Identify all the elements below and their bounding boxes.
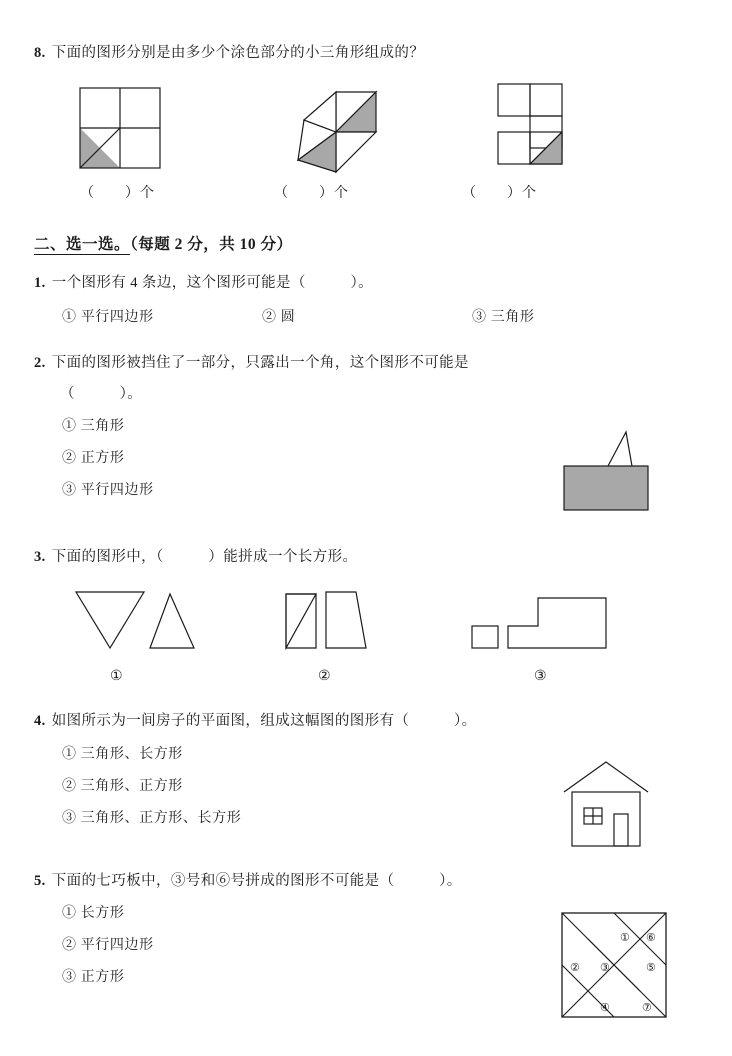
figure-two-triangles (70, 586, 200, 662)
question-5-number: 5. (34, 872, 46, 889)
question-1-option-2[interactable]: ② 圆 (262, 309, 296, 325)
figure-house-plan (554, 752, 664, 856)
figure-covered-shape (546, 424, 666, 516)
question-5-option-3[interactable]: ③ 正方形 (62, 970, 125, 986)
question-3-captions (34, 668, 698, 690)
answer-blank-2[interactable]: （ ）个 (274, 186, 349, 202)
section-2-score: （每题 2 分，共 10 分） (130, 236, 293, 254)
question-4-text: 如图所示为一间房子的平面图，组成这幅图的图形有（ ）。 (51, 713, 477, 730)
figure-s-shape (486, 80, 596, 176)
question-1-number: 1. (34, 275, 46, 292)
answer-blank-3[interactable]: （ ）个 (462, 186, 537, 202)
question-3 (34, 546, 698, 690)
question-1-text: 一个图形有 4 条边，这个图形可能是（ ）。 (51, 275, 374, 292)
svg-text:⑥: ⑥ (646, 932, 656, 945)
question-3-number: 3. (34, 548, 46, 565)
svg-text:④: ④ (600, 1002, 610, 1015)
question-5-option-1[interactable]: ① 长方形 (62, 906, 125, 922)
figure-caption-1: ① (110, 669, 123, 685)
question-1-options (34, 306, 698, 332)
svg-text:⑤: ⑤ (646, 962, 656, 975)
question-5 (34, 870, 698, 1023)
figure-tangram (558, 909, 670, 1021)
question-2-option-2[interactable]: ② 正方形 (62, 450, 125, 466)
question-2-options (34, 416, 698, 540)
figure-caption-2: ② (318, 669, 331, 685)
question-1-option-1[interactable]: ① 平行四边形 (62, 309, 154, 325)
question-4 (34, 710, 698, 863)
section-2-label: 二、选一选。 (34, 236, 131, 254)
question-3-figures (34, 586, 698, 666)
question-4-stem (34, 710, 698, 732)
question-3-stem (34, 546, 698, 568)
question-3-text: 下面的图形中，（ ）能拼成一个长方形。 (51, 548, 358, 565)
question-1-option-3[interactable]: ③ 三角形 (472, 309, 535, 325)
svg-text:②: ② (570, 962, 580, 975)
question-2-number: 2. (34, 354, 46, 371)
question-2-option-1[interactable]: ① 三角形 (62, 418, 125, 434)
question-5-text: 下面的七巧板中，③号和⑥号拼成的图形不可能是（ ）。 (51, 872, 462, 889)
question-4-option-2[interactable]: ② 三角形、正方形 (62, 778, 183, 794)
figure-square-step (466, 586, 626, 662)
question-1 (34, 272, 698, 331)
question-4-options (34, 744, 698, 864)
svg-text:③: ③ (600, 962, 610, 975)
figure-pinwheel (284, 80, 394, 176)
question-8 (34, 42, 698, 64)
svg-text:⑦: ⑦ (642, 1002, 652, 1015)
question-2-option-3[interactable]: ③ 平行四边形 (62, 482, 154, 498)
question-5-stem (34, 870, 698, 892)
question-8-figures (34, 80, 698, 176)
question-5-options (34, 903, 698, 1023)
question-2-text-line-2: （ ）。 (60, 386, 143, 403)
question-2 (34, 352, 698, 540)
question-4-option-3[interactable]: ③ 三角形、正方形、长方形 (62, 810, 242, 826)
svg-text:①: ① (620, 932, 630, 945)
section-2-heading (34, 232, 698, 254)
question-8-text: 下面的图形分别是由多少个涂色部分的小三角形组成的？ (51, 45, 425, 61)
answer-blank-1[interactable]: （ ）个 (80, 186, 155, 202)
question-8-number: 8. (34, 45, 46, 61)
question-5-option-2[interactable]: ② 平行四边形 (62, 938, 154, 954)
figure-caption-3: ③ (534, 669, 547, 685)
question-8-answers (34, 182, 698, 208)
question-2-stem (34, 352, 698, 374)
question-2-text-line-1: 下面的图形被挡住了一部分，只露出一个角，这个图形不可能是 (51, 354, 469, 371)
figure-triangle-trapezoid (278, 586, 388, 662)
page-content (34, 42, 698, 1023)
question-1-stem (34, 272, 698, 294)
question-4-option-1[interactable]: ① 三角形、长方形 (62, 746, 183, 762)
figure-grid-square (78, 86, 162, 170)
question-4-number: 4. (34, 713, 46, 730)
